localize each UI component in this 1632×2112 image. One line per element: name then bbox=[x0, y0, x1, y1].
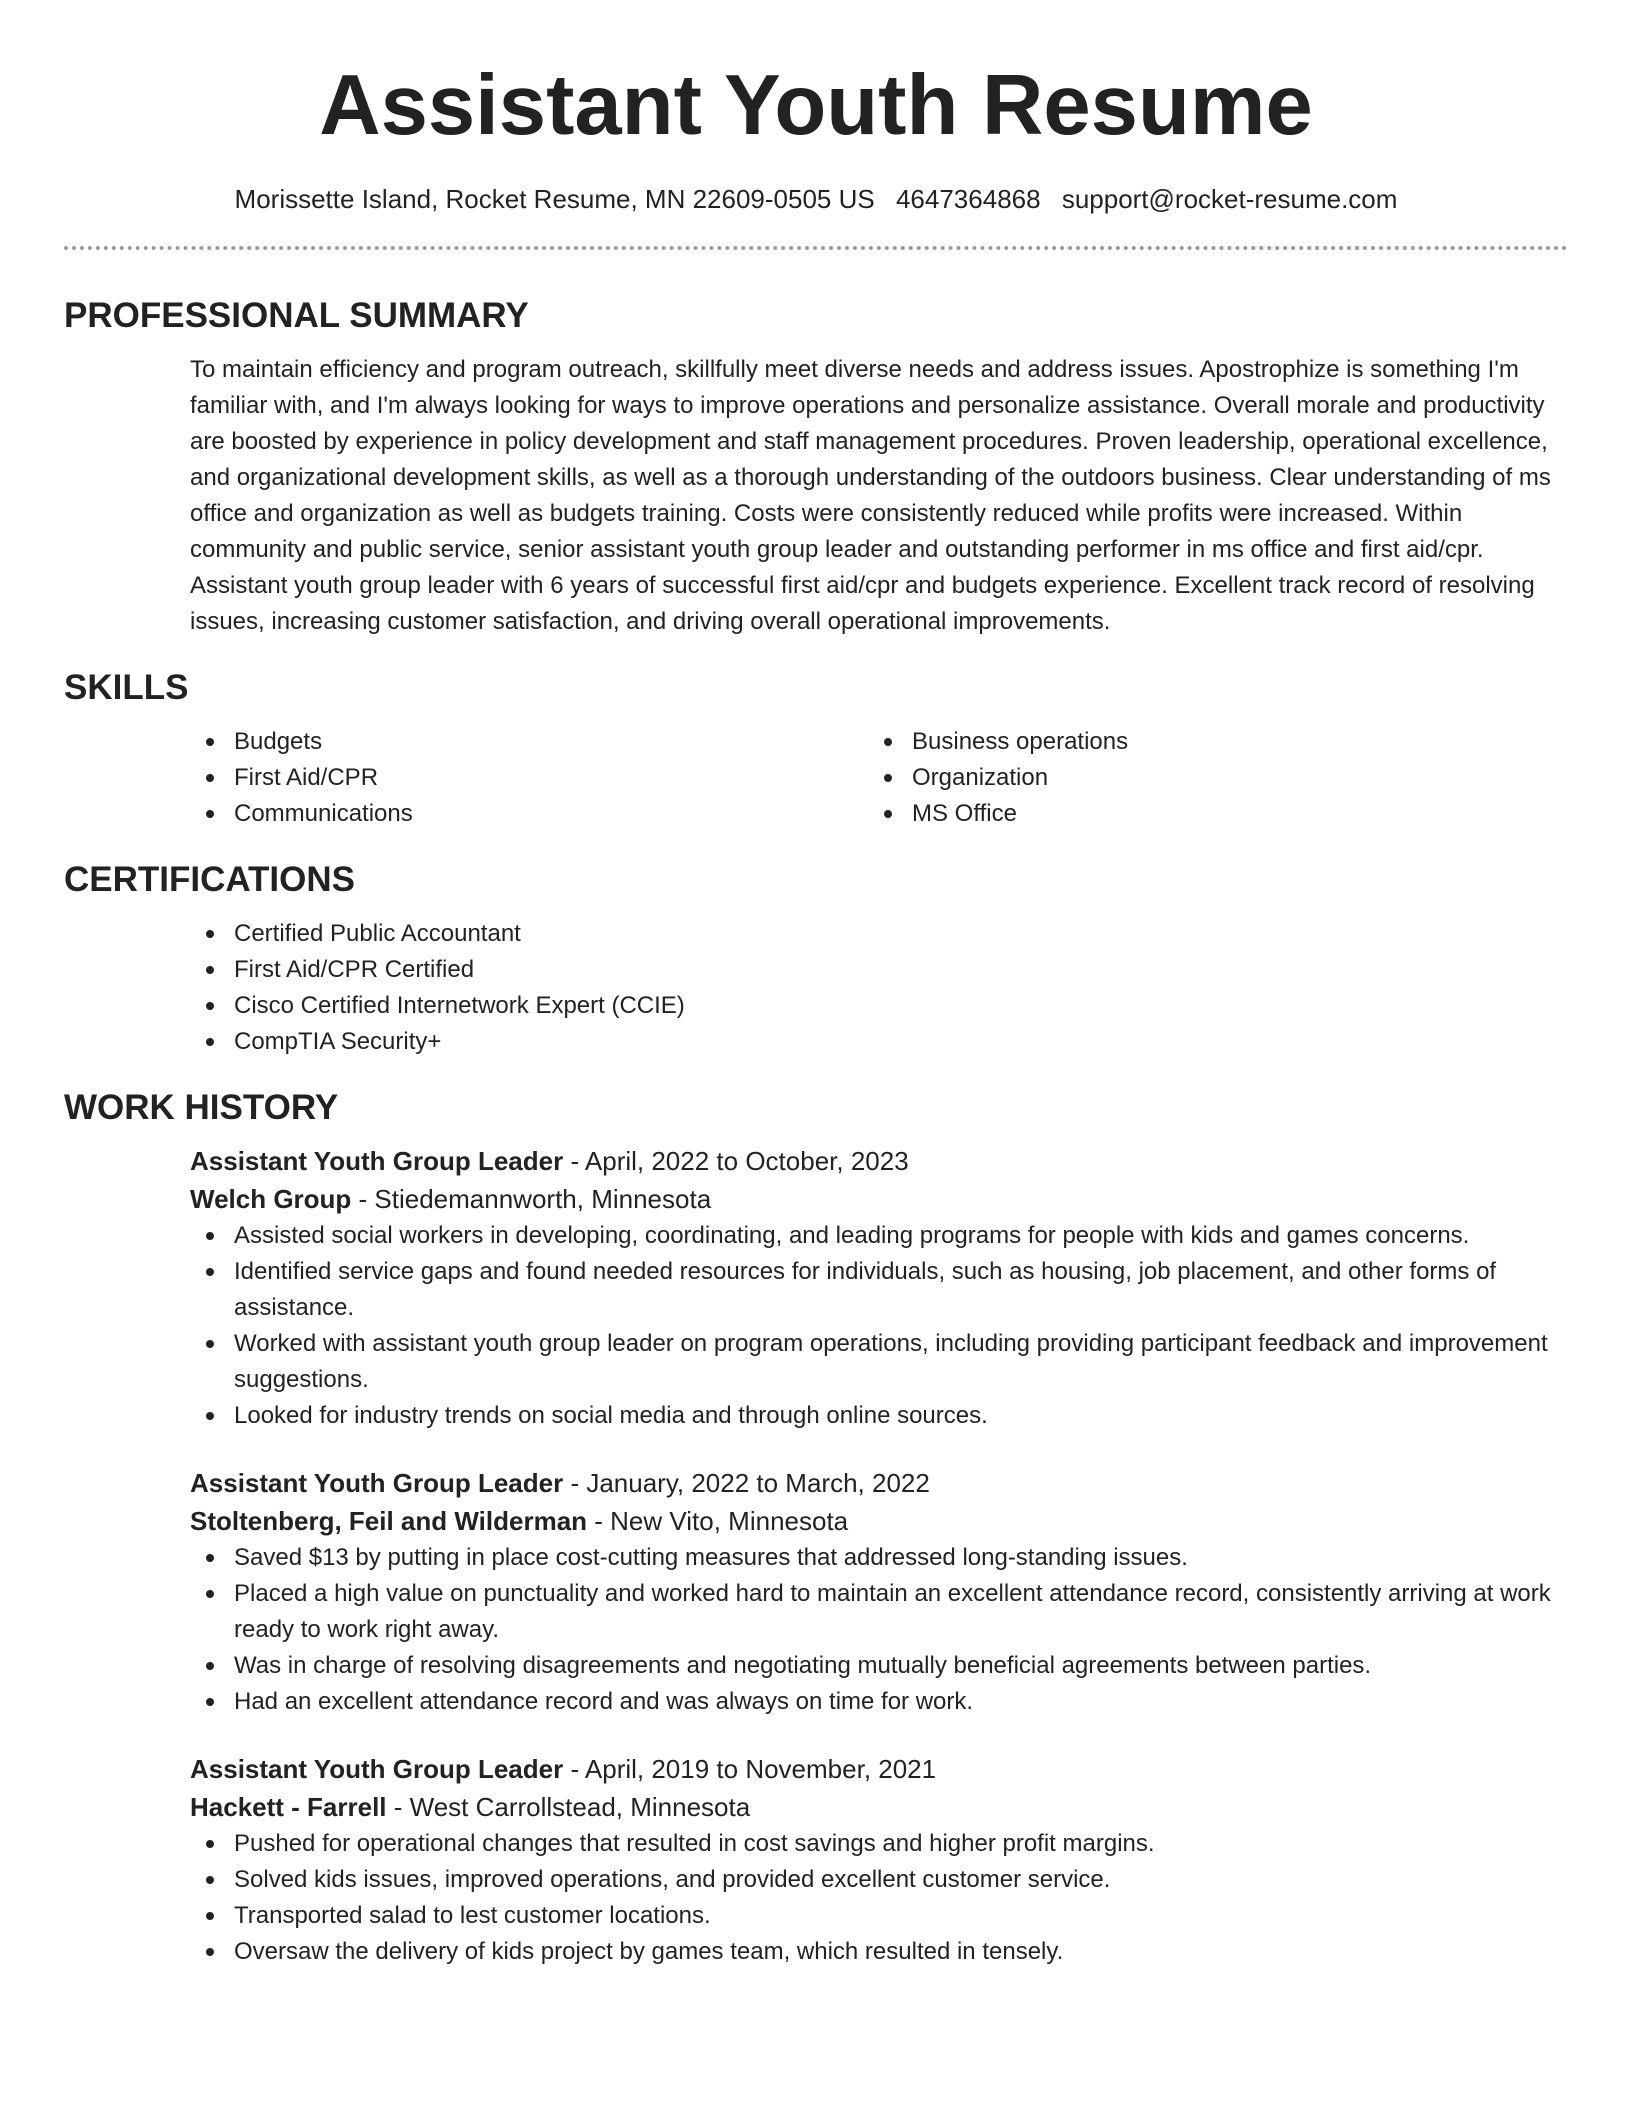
job-dates: - April, 2022 to October, 2023 bbox=[563, 1146, 909, 1176]
job-company: Stoltenberg, Feil and Wilderman bbox=[190, 1506, 588, 1536]
job-company-line bbox=[190, 1788, 1568, 1826]
job-role: Assistant Youth Group Leader bbox=[190, 1754, 564, 1784]
contact-email: support@rocket-resume.com bbox=[1061, 184, 1398, 214]
job-entry bbox=[190, 1464, 1568, 1720]
skill-item: Communications bbox=[190, 796, 868, 832]
job-entry bbox=[190, 1142, 1568, 1434]
job-location: - Stiedemannworth, Minnesota bbox=[351, 1184, 712, 1214]
certification-item: Certified Public Accountant bbox=[190, 916, 1568, 952]
skill-item: Business operations bbox=[868, 724, 1568, 760]
job-bullet: Solved kids issues, improved operations, and provided excellent customer service. bbox=[190, 1862, 1568, 1898]
skills-column-left bbox=[190, 724, 868, 832]
job-company-line bbox=[190, 1502, 1568, 1540]
job-bullet: Placed a high value on punctuality and worked hard to maintain an excellent attendance record, consistently arriving at work ready to work right away. bbox=[190, 1576, 1568, 1648]
certifications-heading: CERTIFICATIONS bbox=[64, 860, 356, 899]
job-bullet: Looked for industry trends on social media and through online sources. bbox=[190, 1398, 1568, 1434]
job-bullets bbox=[190, 1540, 1568, 1720]
certification-item: Cisco Certified Internetwork Expert (CCIE) bbox=[190, 988, 1568, 1024]
certifications-section bbox=[190, 916, 1568, 1060]
skills-heading: SKILLS bbox=[64, 668, 189, 707]
contact-address: Morissette Island, Rocket Resume, MN 22609-0505 US bbox=[234, 184, 875, 214]
resume-name: Assistant Youth Resume bbox=[319, 58, 1313, 153]
summary-text: To maintain efficiency and program outreach, skillfully meet diverse needs and address issues. Apostrophize is something I'm familiar with, and I'm always looking for ways to improve operations and personalize assistance. Overall morale and productivity are boosted by experience in policy development and staff management procedures. Proven leadership, operational excellence, and organizational development skills, as well as a thorough understanding of the outdoors business. Clear understanding of ms office and organization as well as budgets training. Costs were consistently reduced while profits were increased. Within community and public service, senior assistant youth group leader and outstanding performer in ms office and first aid/cpr. Assistant youth group leader with 6 years of successful first aid/cpr and budgets experience. Excellent track record of resolving issues, increasing customer satisfaction, and driving overall operational improvements. bbox=[190, 356, 1551, 635]
work-history-heading: WORK HISTORY bbox=[64, 1088, 339, 1127]
job-bullet: Oversaw the delivery of kids project by games team, which resulted in tensely. bbox=[190, 1934, 1568, 1970]
job-dates: - January, 2022 to March, 2022 bbox=[563, 1468, 930, 1498]
job-bullet: Worked with assistant youth group leader on program operations, including providing participant feedback and improvement suggestions. bbox=[190, 1326, 1568, 1398]
summary-section bbox=[190, 352, 1568, 640]
skill-item: MS Office bbox=[868, 796, 1568, 832]
job-bullet: Assisted social workers in developing, coordinating, and leading programs for people with kids and games concerns. bbox=[190, 1218, 1568, 1254]
job-location: - New Vito, Minnesota bbox=[587, 1506, 849, 1536]
job-title-line bbox=[190, 1464, 1568, 1502]
job-bullet: Saved $13 by putting in place cost-cutting measures that addressed long-standing issues. bbox=[190, 1540, 1568, 1576]
job-bullet: Had an excellent attendance record and was always on time for work. bbox=[190, 1684, 1568, 1720]
job-title-line bbox=[190, 1750, 1568, 1788]
skill-item: Budgets bbox=[190, 724, 868, 760]
skill-item: Organization bbox=[868, 760, 1568, 796]
job-bullet: Was in charge of resolving disagreements and negotiating mutually beneficial agreements between parties. bbox=[190, 1648, 1568, 1684]
job-dates: - April, 2019 to November, 2021 bbox=[563, 1754, 937, 1784]
certifications-list bbox=[190, 916, 1568, 1060]
job-role: Assistant Youth Group Leader bbox=[190, 1468, 564, 1498]
job-entry bbox=[190, 1750, 1568, 1970]
header-divider bbox=[64, 246, 1568, 250]
job-company: Hackett - Farrell bbox=[190, 1792, 387, 1822]
summary-heading: PROFESSIONAL SUMMARY bbox=[64, 296, 529, 335]
job-bullet: Transported salad to lest customer locations. bbox=[190, 1898, 1568, 1934]
skill-item: First Aid/CPR bbox=[190, 760, 868, 796]
job-bullet: Identified service gaps and found needed resources for individuals, such as housing, job placement, and other forms of assistance. bbox=[190, 1254, 1568, 1326]
contact-line bbox=[64, 182, 1568, 216]
job-company: Welch Group bbox=[190, 1184, 352, 1214]
certification-item: CompTIA Security+ bbox=[190, 1024, 1568, 1060]
job-title-line bbox=[190, 1142, 1568, 1180]
certification-item: First Aid/CPR Certified bbox=[190, 952, 1568, 988]
job-bullet: Pushed for operational changes that resulted in cost savings and higher profit margins. bbox=[190, 1826, 1568, 1862]
job-role: Assistant Youth Group Leader bbox=[190, 1146, 564, 1176]
skills-list bbox=[190, 724, 1568, 832]
job-bullets bbox=[190, 1826, 1568, 1970]
job-bullets bbox=[190, 1218, 1568, 1434]
skills-column-right bbox=[868, 724, 1568, 832]
job-location: - West Carrollstead, Minnesota bbox=[386, 1792, 751, 1822]
contact-phone: 4647364868 bbox=[895, 184, 1041, 214]
job-company-line bbox=[190, 1180, 1568, 1218]
